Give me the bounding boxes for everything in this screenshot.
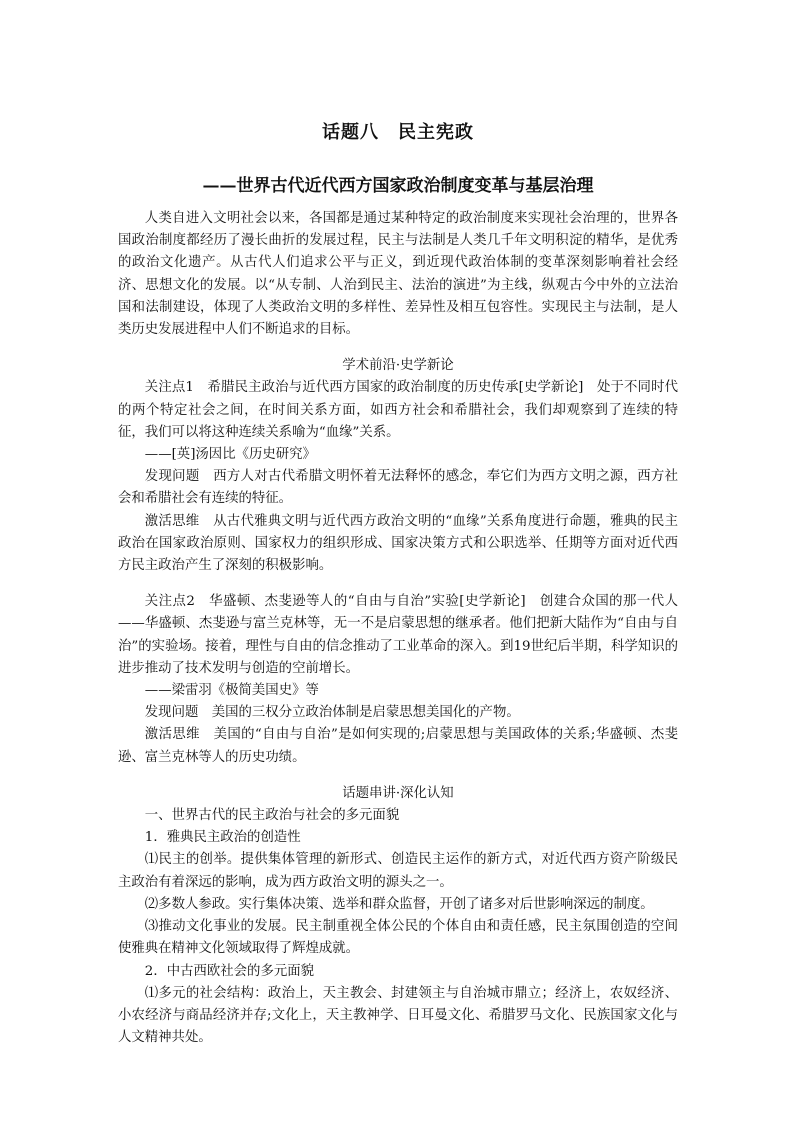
sub1-heading: 1．雅典民主政治的创造性 <box>144 830 301 846</box>
intro-paragraph: 人类自进入文明社会以来，各国都是通过某种特定的政治制度来实现社会治理的，世界各国政治制度都经历了漫长曲折的发展过程，民主与法制是人类几千年文明积淀的精华，是优秀的政治文化遗产。从古代人们追求公平与正义，到近现代政治体制的变革深刻影响着社会经济、思想文化的发展。以“从专制、人治到民主、法治的演进”为主线，纵观古今中外的立法治国和法制建设，体现了人类政治文明的多样性、差异性及相互包容性。实现民主与法制，是人类历史发展进程中人们不断追求的目标。 <box>118 211 678 338</box>
document-body <box>118 120 678 1049</box>
focus2-paragraph: 关注点2 华盛顿、杰斐逊等人的“自由与自治”实验[史学新论] 创建合众国的那一代人——华盛顿、杰斐逊与富兰克林等，无一不是启蒙思想的继承者。他们把新大陆作为“自由与自治”的实验场。接着，理性与自由的信念推动了工业革命的深入。到19世纪后半期，科学知识的进步推动了技术发明与创造的空前增长。 <box>118 594 678 676</box>
focus2-source: ——梁雷羽《极简美国史》等 <box>144 683 319 699</box>
paragraph-gap <box>118 577 678 591</box>
focus1-source: ——[英]汤因比《历史研究》 <box>144 447 316 463</box>
sub2-heading: 2．中古西欧社会的多元面貌 <box>144 963 315 979</box>
page-title: 话题八 民主宪政 <box>322 122 474 143</box>
sub2-item-1: ⑴多元的社会结构：政治上，天主教会、封建领主与自治城市鼎立；经济上，农奴经济、小农经济与商品经济并存;文化上，天主教神学、日耳曼文化、希腊罗马文化、民族国家文化与人文精神共处。 <box>118 985 678 1046</box>
section-heading-frontier: 学术前沿·史学新论 <box>342 358 454 374</box>
part1-heading: 一、世界古代的民主政治与社会的多元面貌 <box>144 808 400 824</box>
focus2-thinking: 激活思维 美国的“自由与自治”是如何实现的;启蒙思想与美国政体的关系;华盛顿、杰斐逊、富兰克林等人的历史功绩。 <box>118 727 678 765</box>
focus1-thinking: 激活思维 从古代雅典文明与近代西方政治文明的“血缘”关系角度进行命题，雅典的民主政治在国家政治原则、国家权力的组织形成、国家决策方式和公职选举、任期等方面对近代西方民主政治产生了深刻的积极影响。 <box>118 513 678 574</box>
focus2-discovery: 发现问题 美国的三权分立政治体制是启蒙思想美国化的产物。 <box>144 705 520 721</box>
section-heading-lecture: 话题串讲·深化认知 <box>342 785 454 801</box>
sub1-item-2: ⑵多数人参政。实行集体决策、选举和群众监督，开创了诸多对后世影响深远的制度。 <box>144 896 654 912</box>
focus1-discovery: 发现问题 西方人对古代希腊文明怀着无法释怀的感念，奉它们为西方文明之源，西方社会和希腊社会有连续的特征。 <box>118 469 678 507</box>
focus1-paragraph: 关注点1 希腊民主政治与近代西方国家的政治制度的历史传承[史学新论] 处于不同时代的两个特定社会之间，在时间关系方面，如西方社会和希腊社会，我们却观察到了连续的特征，我们可以将这种连续关系喻为“血缘”关系。 <box>118 380 678 440</box>
sub1-item-3: ⑶推动文化事业的发展。民主制重视全体公民的个体自由和责任感，民主氛围创造的空间使雅典在精神文化领域取得了辉煌成就。 <box>118 919 678 957</box>
sub1-item-1: ⑴民主的创举。提供集体管理的新形式、创造民主运作的新方式，对近代西方资产阶级民主政治有着深远的影响，成为西方政治文明的源头之一。 <box>118 852 678 890</box>
page-subtitle: ——世界古代近代西方国家政治制度变革与基层治理 <box>202 176 594 196</box>
